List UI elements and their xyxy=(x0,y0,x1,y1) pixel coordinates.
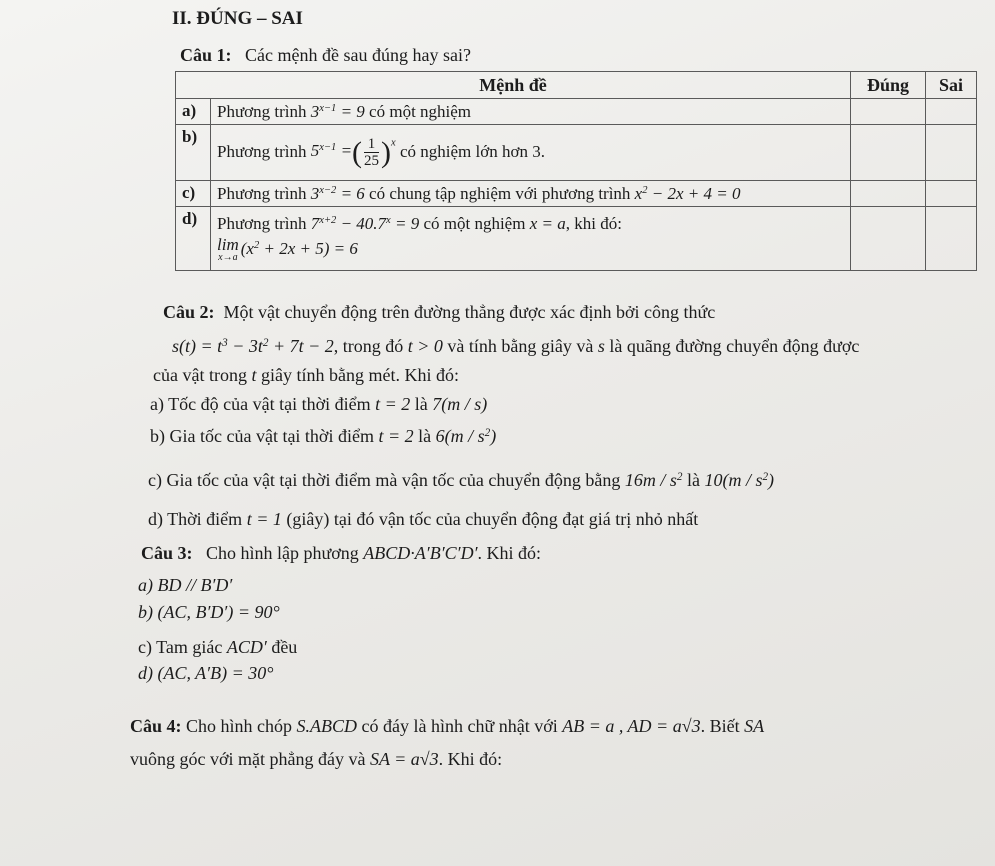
q3-option-d: d) (AC, A′B) = 30° xyxy=(138,663,274,683)
q3-option-c: c) Tam giác ACD′ đều xyxy=(138,637,298,657)
q2-option-a: a) Tốc độ của vật tại thời điểm t = 2 là 7(m / s) xyxy=(150,394,488,414)
q2-option-d: d) Thời điểm t = 1 (giây) tại đó vận tốc của chuyển động đạt giá trị nhỏ nhất xyxy=(148,509,699,529)
answer-true-cell[interactable] xyxy=(851,125,926,181)
q1-table xyxy=(175,71,977,271)
answer-false-cell[interactable] xyxy=(926,99,977,125)
header-statement: Mệnh đề xyxy=(176,72,851,99)
answer-false-cell[interactable] xyxy=(926,207,977,271)
statement-c: Phương trình $3^{x-2} = 6$ có chung tập nghiệm với phương trình $x^2 - 2x + 4 = 0$ xyxy=(211,181,851,207)
q3-option-a: a) BD // B′D′ xyxy=(138,575,233,595)
table-row xyxy=(176,181,977,207)
section-title: II. ĐÚNG – SAI xyxy=(172,8,303,29)
row-label: b) xyxy=(176,125,211,181)
q2-formula-line: $s(t) = t^3 - 3t^2 + 7t - 2$, trong đó t > 0 và tính bằng giây và s là quãng đường chuyển động được xyxy=(172,336,860,356)
answer-false-cell[interactable] xyxy=(926,125,977,181)
answer-false-cell[interactable] xyxy=(926,181,977,207)
q2-heading: Câu 2: Một vật chuyển động trên đường thẳng được xác định bởi công thức xyxy=(163,302,716,322)
q3-option-b: b) (AC, B′D′) = 90° xyxy=(138,602,280,622)
q2-line3: của vật trong t giây tính bằng mét. Khi đó: xyxy=(153,365,459,385)
q4-heading: Câu 4: Cho hình chóp S.ABCD có đáy là hình chữ nhật với AB = a , AD = a√3. Biết SA xyxy=(130,716,765,736)
statement-a: Phương trình $3^{x-1} = 9$ có một nghiệm xyxy=(211,99,851,125)
table-row xyxy=(176,125,977,181)
answer-true-cell[interactable] xyxy=(851,99,926,125)
table-row xyxy=(176,99,977,125)
q2-option-b: b) Gia tốc của vật tại thời điểm t = 2 là $6(m / s^2)$ xyxy=(150,426,497,446)
header-false: Sai xyxy=(926,72,977,99)
q3-heading: Câu 3: Cho hình lập phương ABCD·A′B′C′D′. Khi đó: xyxy=(141,543,542,563)
header-true: Đúng xyxy=(851,72,926,99)
statement-b: Phương trình $5^{x-1}$ =( $\frac{1}{25}$ )$^x$ có nghiệm lớn hơn 3. xyxy=(211,125,851,181)
q1-heading: Câu 1: Các mệnh đề sau đúng hay sai? xyxy=(180,45,471,65)
q2-option-c: c) Gia tốc của vật tại thời điểm mà vận tốc của chuyển động bằng $16m / s^2$ là $10(m / s^2)$ xyxy=(148,470,775,490)
q4-line2: vuông góc với mặt phẳng đáy và SA = a√3. Khi đó: xyxy=(130,749,503,769)
row-label: d) xyxy=(176,207,211,271)
answer-true-cell[interactable] xyxy=(851,181,926,207)
row-label: a) xyxy=(176,99,211,125)
answer-true-cell[interactable] xyxy=(851,207,926,271)
statement-d: Phương trình $7^{x+2} - 40.7^x = 9$ có một nghiệm x = a, khi đó: lim x→a $(x^2 + 2x + 5) = 6$ xyxy=(211,207,851,271)
row-label: c) xyxy=(176,181,211,207)
table-header-row xyxy=(176,72,977,99)
table-row xyxy=(176,207,977,271)
